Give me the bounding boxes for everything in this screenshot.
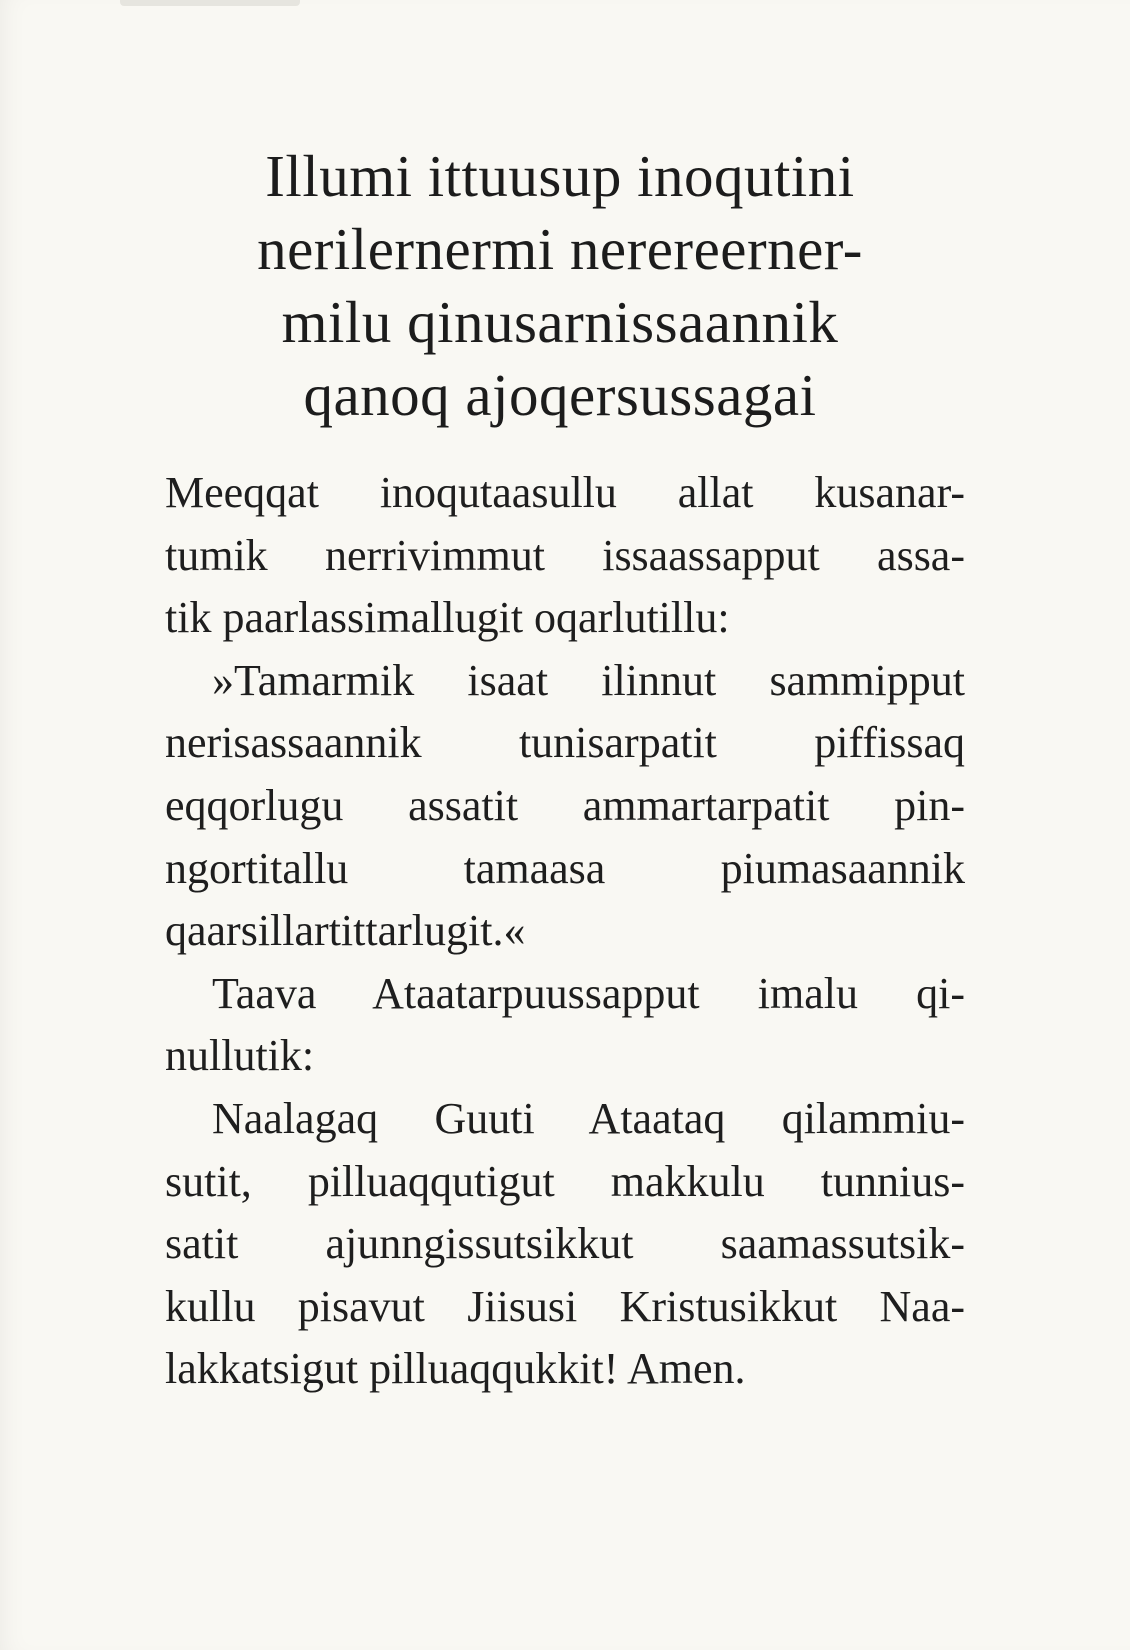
text-line: tik paarlassimallugit oqarlutillu: <box>165 593 730 643</box>
title-line: nerilernermi nerereerner- <box>257 216 863 282</box>
title-line: qanoq ajoqersussagai <box>303 362 817 428</box>
text-line: Meeqqat inoqutaasullu allat kusanar- <box>165 468 965 517</box>
text-line: eqqorlugu assatit ammartarpatit pin- <box>165 780 965 830</box>
text-line: sutit, pilluaqqutigut makkulu tunnius- <box>165 1156 965 1206</box>
body-text <box>165 462 965 1401</box>
text-line: »Tamarmik isaat ilinnut sammipput <box>212 655 965 705</box>
text-line: nerisassaannik tunisarpatit piffissaq <box>165 718 965 768</box>
title-line: milu qinusarnissaannik <box>281 289 839 355</box>
page-edge-shadow <box>120 0 300 6</box>
text-line: tumik nerrivimmut issaassapput assa- <box>165 530 965 580</box>
title-line: Illumi ittuusup inoqutini <box>265 143 855 209</box>
text-line: satit ajunngissutsikkut saamassutsik- <box>165 1219 965 1269</box>
text-line: qaarsillartittarlugit.« <box>165 906 526 956</box>
page-title <box>165 140 955 432</box>
text-line: Taava Ataatarpuussapput imalu qi- <box>212 968 965 1018</box>
text-line: lakkatsigut pilluaqqukkit! Amen. <box>165 1344 746 1394</box>
text-line: kullu pisavut Jiisusi Kristusikkut Naa- <box>165 1281 965 1331</box>
text-line: Naalagaq Guuti Ataataq qilammiu- <box>212 1093 965 1143</box>
text-line: ngortitallu tamaasa piumasaannik <box>165 843 965 893</box>
text-line: nullutik: <box>165 1031 315 1081</box>
